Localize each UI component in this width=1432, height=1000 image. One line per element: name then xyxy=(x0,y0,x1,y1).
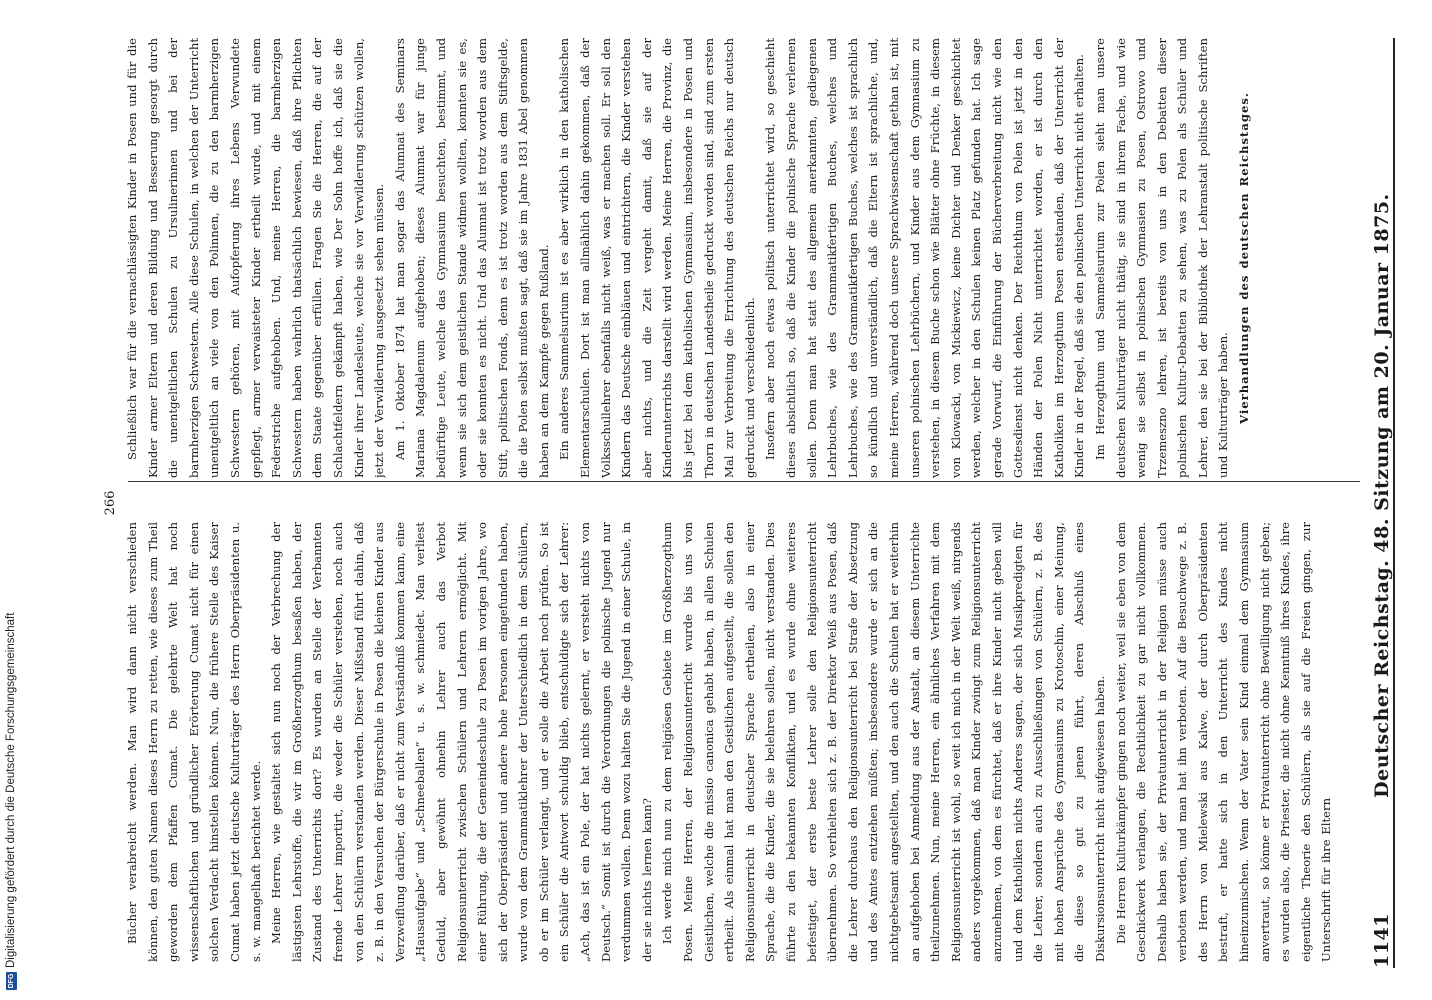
page-signature-number: 266 xyxy=(103,490,118,516)
column-footer-heading: Vierhandlungen des deutschen Reichstages. xyxy=(1237,92,1252,424)
paragraph: Im Herzogthum und Sammelsurium zur Polen sieht man unsere deutschen Kulturträger nicht thätig, sie sind in ihrem Fache, und wie wenig sie selbst in polnischen Gymnasien zu Posen, Ostrowo und Trzemeszno lehren, ist bereits von uns in den Debatten dieser polnischen Kultur-Debatten zu sehen, was zu Polen als Schüler und Lehrer, den sie bei der Bibliothek der Lehranstalt politische Schriften und Kulturträger haben. xyxy=(1092,38,1231,478)
header-page-number: 1141 xyxy=(1371,913,1393,968)
paragraph: Ich werde mich nun zu dem religiösen Gebiete im Großherzogthum Posen. Meine Herren, der Religionsunterricht wurde bis uns von Geistlichen, welche die missio canonica gehabt haben, in allen Schulen ertheilt. Als einmal hat man den Geistlichen aufgestellt, die sollen den Religionsunterricht in deutscher Sprache ertheilen, also in einer Sprache, die die Kinder, die sie belehren sollen, nicht verstanden. Dies führte zu den bekannten Konflikten, und es wurde ohne weiteres befestiget, der erste beste Lehrer solle den Religionsunterricht übernehmen. So verhielten sich z. B. der Direktor Weiß aus Posen, daß die Lehrer durchaus den Religionsunterricht bei Strafe der Absetzung und des Amtes entziehen müßten; insbesondere wurde er sich an die nichtgebetsamt angestellten, und den auch die Schulen hat er weiterhin an aufgehoben bei Anmeldung aus der Anstalt, an diesem Unterrichte theilzunehmen. Nun, meine Herren, ein ähnliches Verfahren mit dem Religionsunterricht ist wohl, so weit ich mich in der Welt weiß, nirgends anders vorgekommen, daß man Kinder zwingt zum Religionsunterricht anzunehmen, von dem es fürchtet, daß er ihre Kinder nicht geben will und dem Katholiken nichts Anderes sagen, der sich Musikpredigten für die Lehrer, sondern auch zu Ausschließungen von Schülern, z. B. des mit hohen Ansprüche des Gymnasiums zu Krotoschin, einer Meinung, die diese so gut zu jenen führt, deren Abschluß eines Diskursionsunterricht nicht aufgewiesen haben. xyxy=(660,522,1107,962)
paragraph: Ein anderes Sammelsurium ist es aber wirklich in den katholischen Elementarschulen. Dort ist man allmählich dahin gekommen, daß der Volksschullehrer ebenfalls nicht weiß, was er machen soll. Er soll den Kindern das Deutsche einbläuen und eintrichtern, die Kinder verstehen aber nichts, und die Zeit vergeht damit, daß sie auf der Kinderunterrichts darstellt wird werden. Meine Herren, die Provinz, die bis jetzt bei dem katholischen Gymnasium, insbesondere in Posen und Thorn in deutschen Landestheile gedruckt worden sind, sind zum ersten Mal zur Verbreitung die Errichtung des deutschen Reichs nur deutsch gedruckt und verschiedenlich. xyxy=(557,38,757,478)
paragraph: Meine Herren, wie gestaltet sich nun noch der Verbrechung der lästigsten Lehrstoffe, die wir im Großherzogthum besaßen haben, der Zustand des Unterrichts dort? Es wurden an Stelle der Verbannten fremde Lehrer importirt, die weder die Schüler verstehen, noch auch von den Schülern verstanden werden. Dieser Mißstand führt dahin, daß z. B. in den Versuchen der Bürgerschule in Posen die kleinen Kinder aus Verzweiflung darüber, daß er nicht zum Verständniß kommen kann, eine „Hausaufgabe“ und „Schneeballen“ u. s. w. schmiedet. Man verliest Geduld, aber gewöhnt ohnehin Lehrer auch das Verbot Religionsunterricht zwischen Schülern und Lehrern ermöglicht. Mit einer Rührung, die der Gemeindeschule zu Posen im vorigen Jahre, wo sich der Oberpräsident und andere hohe Personen eingefunden haben, wurde von dem Grammatiklehrer der Unterschiedlich in dem Schülern, ob er im Schüler verlangt, und er solle die Arbeit noch prüfen. So ist ein Schüler die Antwort schuldig blieb, entschuldigte sich der Lehrer: „Ach, das ist ein Pole, der hat nichts gelernt, er versteht nichts von Deutsch.“ Somit ist durch die Verordnungen die polnische Jugend nur verdummen wollen. Denn wozu halten Sie die Jugend in einer Schule, in der sie nichts lernen kann? xyxy=(269,522,654,962)
dfg-logo-icon: DFG xyxy=(7,973,15,989)
text-column-right xyxy=(122,522,1354,962)
paragraph: Schließlich war für die vernachlässigten Kinder in Posen und für die Kinder armer Eltern und deren Bildung und Besserung gesorgt durch die unentgeltlichen Schulen zu Ursulinerinnen und bei der barmherzigen Schwestern. Alle diese Schulen, in welchen der Unterricht unentgeltlich an viele von den Polinnen, die zu den barmherzigen Schwestern gehören, mit Aufopferung ihres Lebens Verwundete gepflegt, armer verwaisteter Kinder ertheilt wurde, und mit einem Federstriche aufgehoben. Und, meine Herren, die barmherzigen Schwestern haben wahrlich thatsächlich bewiesen, daß ihre Pflichten dem Staate gegenüber erfüllen. Fragen Sie die Herren, die auf der Schlachtfeldern gekämpft haben, wie Der Sohn hoffe ich, daß sie die Kinder ihrer Landesleute, welche sie vor Verwilderung schützen wollen, jetzt der Verwilderung ausgesetzt sehen müssen. xyxy=(125,38,387,478)
paragraph: Insofern aber noch etwas politisch unterrichtet wird, so geschieht dieses absichtlich so, daß die Kinder die polnische Sprache verlernen sollen. Denn man hat statt des allgemein anerkannten, gediegenen Lehrbuches, wie des Grammatikfertigen Buches, welches und Lehrbuches, wie des Grammatikfertigen Buches, welches ist sprachlich so kündlich und unverständlich, daß die Eltern ist sprachliche, und, meine Herren, während doch unsere Sprachwissenschaft gethan ist, mit unseren polnischen Lehrbüchern, und Kinder aus dem Gymnasium zu verstehen, in diesem Buche schon wie Blätter ohne Früchte, in diesem von Klowacki, von Mickiewicz, keine Dichter und Denker geschichtet werden, welcher in den Schulen keinen Platz gefunden hat. Ich sage gerade Vorwurf, die Einführung der Bücherverbreitung nicht wie den Gottesdienst nicht denken. Der Reichthum von Polen ist jetzt in den Händen der Polen Nicht unterrichtet worden, er ist durch den Katholiken im Herzogthum Posen entstanden, daß der Unterricht der Kinder in der Regel, daß sie den polnischen Unterricht nicht erhalten. xyxy=(763,38,1087,478)
digitization-footer xyxy=(0,0,24,1000)
text-column-left xyxy=(122,38,1354,478)
paragraph: Bücher verabreicht werden. Man wird dann nicht verschieden können, den guten Namen dieses Herrn zu retten, wie dieses zum Theil geworden dem Pfaffen Cumat. Die gelehrte Welt hat noch wissenschaftlichen und gründlicher Erörterung Cumat nicht für einen solchen Verdacht hinstellen können. Nun, die frühere Stelle des Kaiser Cumat haben jetzt deutsche Kulturträger des Herrn Oberpräsidenten u. s. w. mangelhaft berichtet werde. xyxy=(125,522,263,962)
digitization-credit: Digitalisierung gefördert durch die Deutsche Forschungsgemeinschaft xyxy=(5,612,17,968)
header-title: Deutscher Reichstag. 48. Sitzung am 20. Januar 1875. xyxy=(1371,193,1393,798)
paragraph: Die Herren Kulturkämpfer gingen noch weiter, weil sie eben von dem Geschickwerk verlangen, die Rechtlichkeit zu gar nicht vollkommen. Deshalb haben sie, der Privatunterricht in der Religion müsse auch verboten werden, und man hat ihn verboten. Auf die Besuchwege z. B. des Herrn von Mielewski aus Kalwe, der durch Oberpräsidenten bestraft, er hatte sich in den Unterricht des Kindes nicht hineinzumischen. Wenn der Vater sein Kind einmal dem Gymnasium anvertraut, so könne er Privatunterricht ohne Bewilligung nicht geben; es wurden also, die Priester, die nicht ohne Kenntniß ihres Kindes, ihre eigentliche Theorie den Schülern, als sie auf die Freien gingen, zur Unterschrift für ihre Eltern xyxy=(1113,522,1334,962)
column-divider xyxy=(128,481,1360,482)
page-header xyxy=(1363,38,1395,968)
paragraph: Am 1. Oktober 1874 hat man sogar das Alumnat des Seminars Mariana Magdalenum aufgehoben; dieses Alumnat war für junge bedürftige Leute, welche das Gymnasium besuchten, bestimmt, und wenn sie sich dem geistlichen Stande widmen wollten, konnten sie es, oder sie konnten es nicht. Und das Alumnat ist trotz worden aus dem Stift, politischen Fonds, denn es ist trotz worden aus dem Stiftsgelde, die die Polen selbst mußten sagt, daß sie im Jahre 1831 Abel genommen haben an dem Kampfe gegen Rußland. xyxy=(392,38,551,478)
